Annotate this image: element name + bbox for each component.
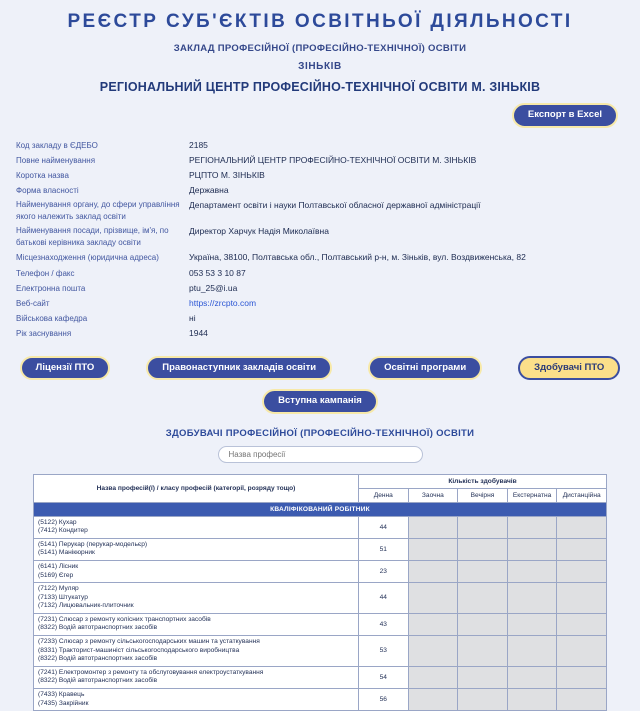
count-cell-eksternatna	[507, 636, 557, 667]
group-row-label: КВАЛІФІКОВАНИЙ РОБІТНИК	[34, 502, 607, 516]
count-cell-dystantsiina	[557, 666, 607, 688]
column-header-profession: Назва професій(ї) / класу професій (категорії, розряду тощо)	[34, 474, 359, 502]
table-header-row-top	[34, 474, 607, 488]
column-header-1: Денна	[359, 488, 409, 502]
count-cell-zaochna	[408, 538, 458, 560]
info-value: РЦПТО М. ЗІНЬКІВ	[189, 169, 265, 180]
info-label: Повне найменування	[16, 155, 96, 165]
tab-3[interactable]: Освітні програми	[368, 356, 482, 381]
profession-line: (7433) Кравець	[38, 691, 85, 699]
profession-line: (8322) Водій автотранспортних засобів	[38, 624, 158, 632]
profession-line: (5169) Єгер	[38, 571, 74, 579]
count-cell-dystantsiina	[557, 560, 607, 582]
info-label: Рік заснування	[16, 329, 72, 339]
tab-1[interactable]: Ліцензії ПТО	[20, 356, 111, 381]
table-row[interactable]	[34, 689, 607, 711]
count-cell-denna: 54	[359, 666, 409, 688]
info-value: Україна, 38100, Полтавська обл., Полтавський р-н, м. Зіньків, вул. Воздвиженська, 82	[189, 252, 526, 263]
export-button-row	[0, 103, 640, 128]
tab-4-active[interactable]: Здобувачі ПТО	[518, 356, 620, 381]
count-cell-vechirnia	[458, 538, 508, 560]
profession-line: (8331) Тракторист-машиніст сільськогосподарського виробництва	[38, 646, 240, 654]
students-table-wrapper	[33, 474, 607, 711]
count-cell-vechirnia	[458, 516, 508, 538]
profession-cell	[34, 613, 359, 635]
info-label: Найменування посади, прізвище, ім'я, по батькові керівника закладу освіти	[16, 226, 169, 248]
count-cell-denna: 44	[359, 583, 409, 614]
count-cell-denna: 56	[359, 689, 409, 711]
tab-bar-primary	[0, 356, 640, 381]
count-cell-vechirnia	[458, 689, 508, 711]
profession-cell	[34, 538, 359, 560]
profession-line: (8322) Водій автотранспортних засобів	[38, 677, 158, 685]
count-cell-zaochna	[408, 666, 458, 688]
tab-bar-secondary	[0, 389, 640, 414]
count-cell-zaochna	[408, 689, 458, 711]
profession-line: (7241) Електромонтер з ремонту та обслуговування електроустаткування	[38, 668, 264, 676]
info-label: Електронна пошта	[16, 283, 86, 293]
info-value: 053 53 3 10 87	[189, 267, 246, 278]
info-value: ні	[189, 313, 196, 324]
count-cell-denna: 53	[359, 636, 409, 667]
table-row[interactable]	[34, 636, 607, 667]
count-cell-dystantsiina	[557, 516, 607, 538]
profession-cell	[34, 516, 359, 538]
count-cell-dystantsiina	[557, 583, 607, 614]
column-header-2: Заочна	[408, 488, 458, 502]
info-label: Найменування органу, до сфери управління якого належить заклад освіти	[16, 200, 180, 222]
info-label: Місцезнаходження (юридична адреса)	[16, 253, 159, 263]
info-value[interactable]	[189, 296, 640, 311]
table-row[interactable]	[34, 666, 607, 688]
profession-line: (7231) Слюсар з ремонту колісних транспортних засобів	[38, 615, 211, 623]
count-cell-dystantsiina	[557, 689, 607, 711]
count-cell-eksternatna	[507, 583, 557, 614]
info-value: Директор Харчук Надія Миколаївна	[189, 226, 329, 237]
info-label: Веб-сайт	[16, 298, 50, 308]
info-value: Державна	[189, 185, 229, 196]
section-heading: ЗДОБУВАЧІ ПРОФЕСІЙНОЇ (ПРОФЕСІЙНО-ТЕХНІЧНОЇ) ОСВІТИ	[165, 427, 475, 439]
info-value: 1944	[189, 328, 208, 339]
tab-1[interactable]: Вступна кампанія	[262, 389, 378, 414]
profession-line: (5141) Перукар (перукар-модельєр)	[38, 540, 148, 548]
info-label: Телефон / факс	[16, 268, 75, 278]
profession-line: (7132) Лицювальник-плиточник	[38, 602, 134, 610]
page-title: РЕЄСТР СУБ'ЄКТІВ ОСВІТНЬОЇ ДІЯЛЬНОСТІ	[67, 11, 573, 32]
institution-type-subtitle: ЗАКЛАД ПРОФЕСІЙНОЇ (ПРОФЕСІЙНО-ТЕХНІЧНОЇ) ОСВІТИ	[173, 43, 467, 54]
info-label: Код закладу в ЄДЕБО	[16, 140, 98, 150]
tab-2[interactable]: Правонаступник закладів освіти	[146, 356, 332, 381]
count-cell-vechirnia	[458, 666, 508, 688]
table-row[interactable]	[34, 516, 607, 538]
count-cell-eksternatna	[507, 538, 557, 560]
profession-line: (7122) Муляр	[38, 585, 79, 593]
count-cell-denna: 44	[359, 516, 409, 538]
table-row[interactable]	[34, 538, 607, 560]
profession-cell	[34, 636, 359, 667]
count-cell-denna: 23	[359, 560, 409, 582]
info-value: Департамент освіти і науки Полтавської обласної державної адміністрації	[189, 200, 481, 211]
column-header-count-group: Кількість здобувачів	[359, 474, 607, 488]
institution-info-grid	[0, 138, 640, 342]
profession-line: (8322) Водій автотранспортних засобів	[38, 655, 158, 663]
count-cell-denna: 51	[359, 538, 409, 560]
institution-city-subtitle: ЗІНЬКІВ	[298, 61, 342, 72]
profession-search-input[interactable]	[218, 446, 423, 463]
table-head	[34, 474, 607, 502]
info-value: РЕГІОНАЛЬНИЙ ЦЕНТР ПРОФЕСІЙНО-ТЕХНІЧНОЇ ОСВІТИ М. ЗІНЬКІВ	[189, 154, 477, 165]
info-label: Коротка назва	[16, 170, 69, 180]
count-cell-zaochna	[408, 583, 458, 614]
count-cell-vechirnia	[458, 636, 508, 667]
count-cell-dystantsiina	[557, 636, 607, 667]
profession-line: (7412) Кондитер	[38, 527, 88, 535]
profession-line: (6141) Лісник	[38, 562, 79, 570]
count-cell-zaochna	[408, 613, 458, 635]
table-row[interactable]	[34, 560, 607, 582]
table-body	[34, 502, 607, 711]
profession-cell	[34, 583, 359, 614]
students-table	[33, 474, 607, 711]
profession-line: (5141) Манікюрник	[38, 549, 95, 557]
count-cell-zaochna	[408, 516, 458, 538]
profession-line: (7233) Слюсар з ремонту сільськогосподарських машин та устаткування	[38, 638, 260, 646]
count-cell-zaochna	[408, 560, 458, 582]
count-cell-eksternatna	[507, 516, 557, 538]
info-label: Військова кафедра	[16, 314, 88, 324]
count-cell-vechirnia	[458, 560, 508, 582]
export-to-excel-button[interactable]: Експорт в Excel	[512, 103, 618, 128]
count-cell-eksternatna	[507, 689, 557, 711]
info-label: Форма власності	[16, 186, 79, 196]
count-cell-zaochna	[408, 636, 458, 667]
count-cell-eksternatna	[507, 666, 557, 688]
column-header-5: Дистанційна	[557, 488, 607, 502]
table-group-row	[34, 502, 607, 516]
count-cell-vechirnia	[458, 613, 508, 635]
count-cell-eksternatna	[507, 560, 557, 582]
column-header-3: Вечірня	[458, 488, 508, 502]
count-cell-denna: 43	[359, 613, 409, 635]
institution-name-heading: РЕГІОНАЛЬНИЙ ЦЕНТР ПРОФЕСІЙНО-ТЕХНІЧНОЇ ОСВІТИ М. ЗІНЬКІВ	[99, 80, 541, 94]
info-value: 2185	[189, 139, 208, 150]
profession-line: (7435) Закрійник	[38, 699, 89, 707]
profession-cell	[34, 560, 359, 582]
count-cell-dystantsiina	[557, 538, 607, 560]
profession-cell	[34, 666, 359, 688]
count-cell-eksternatna	[507, 613, 557, 635]
profession-cell	[34, 689, 359, 711]
search-row	[0, 446, 640, 463]
column-header-4: Екстернатна	[507, 488, 557, 502]
info-value: ptu_25@i.ua	[189, 282, 238, 293]
profession-line: (5122) Кухар	[38, 518, 77, 526]
website-link[interactable]: https://zrcpto.com	[189, 297, 257, 308]
count-cell-dystantsiina	[557, 613, 607, 635]
count-cell-vechirnia	[458, 583, 508, 614]
table-row[interactable]	[34, 583, 607, 614]
table-row[interactable]	[34, 613, 607, 635]
profession-line: (7133) Штукатур	[38, 593, 88, 601]
